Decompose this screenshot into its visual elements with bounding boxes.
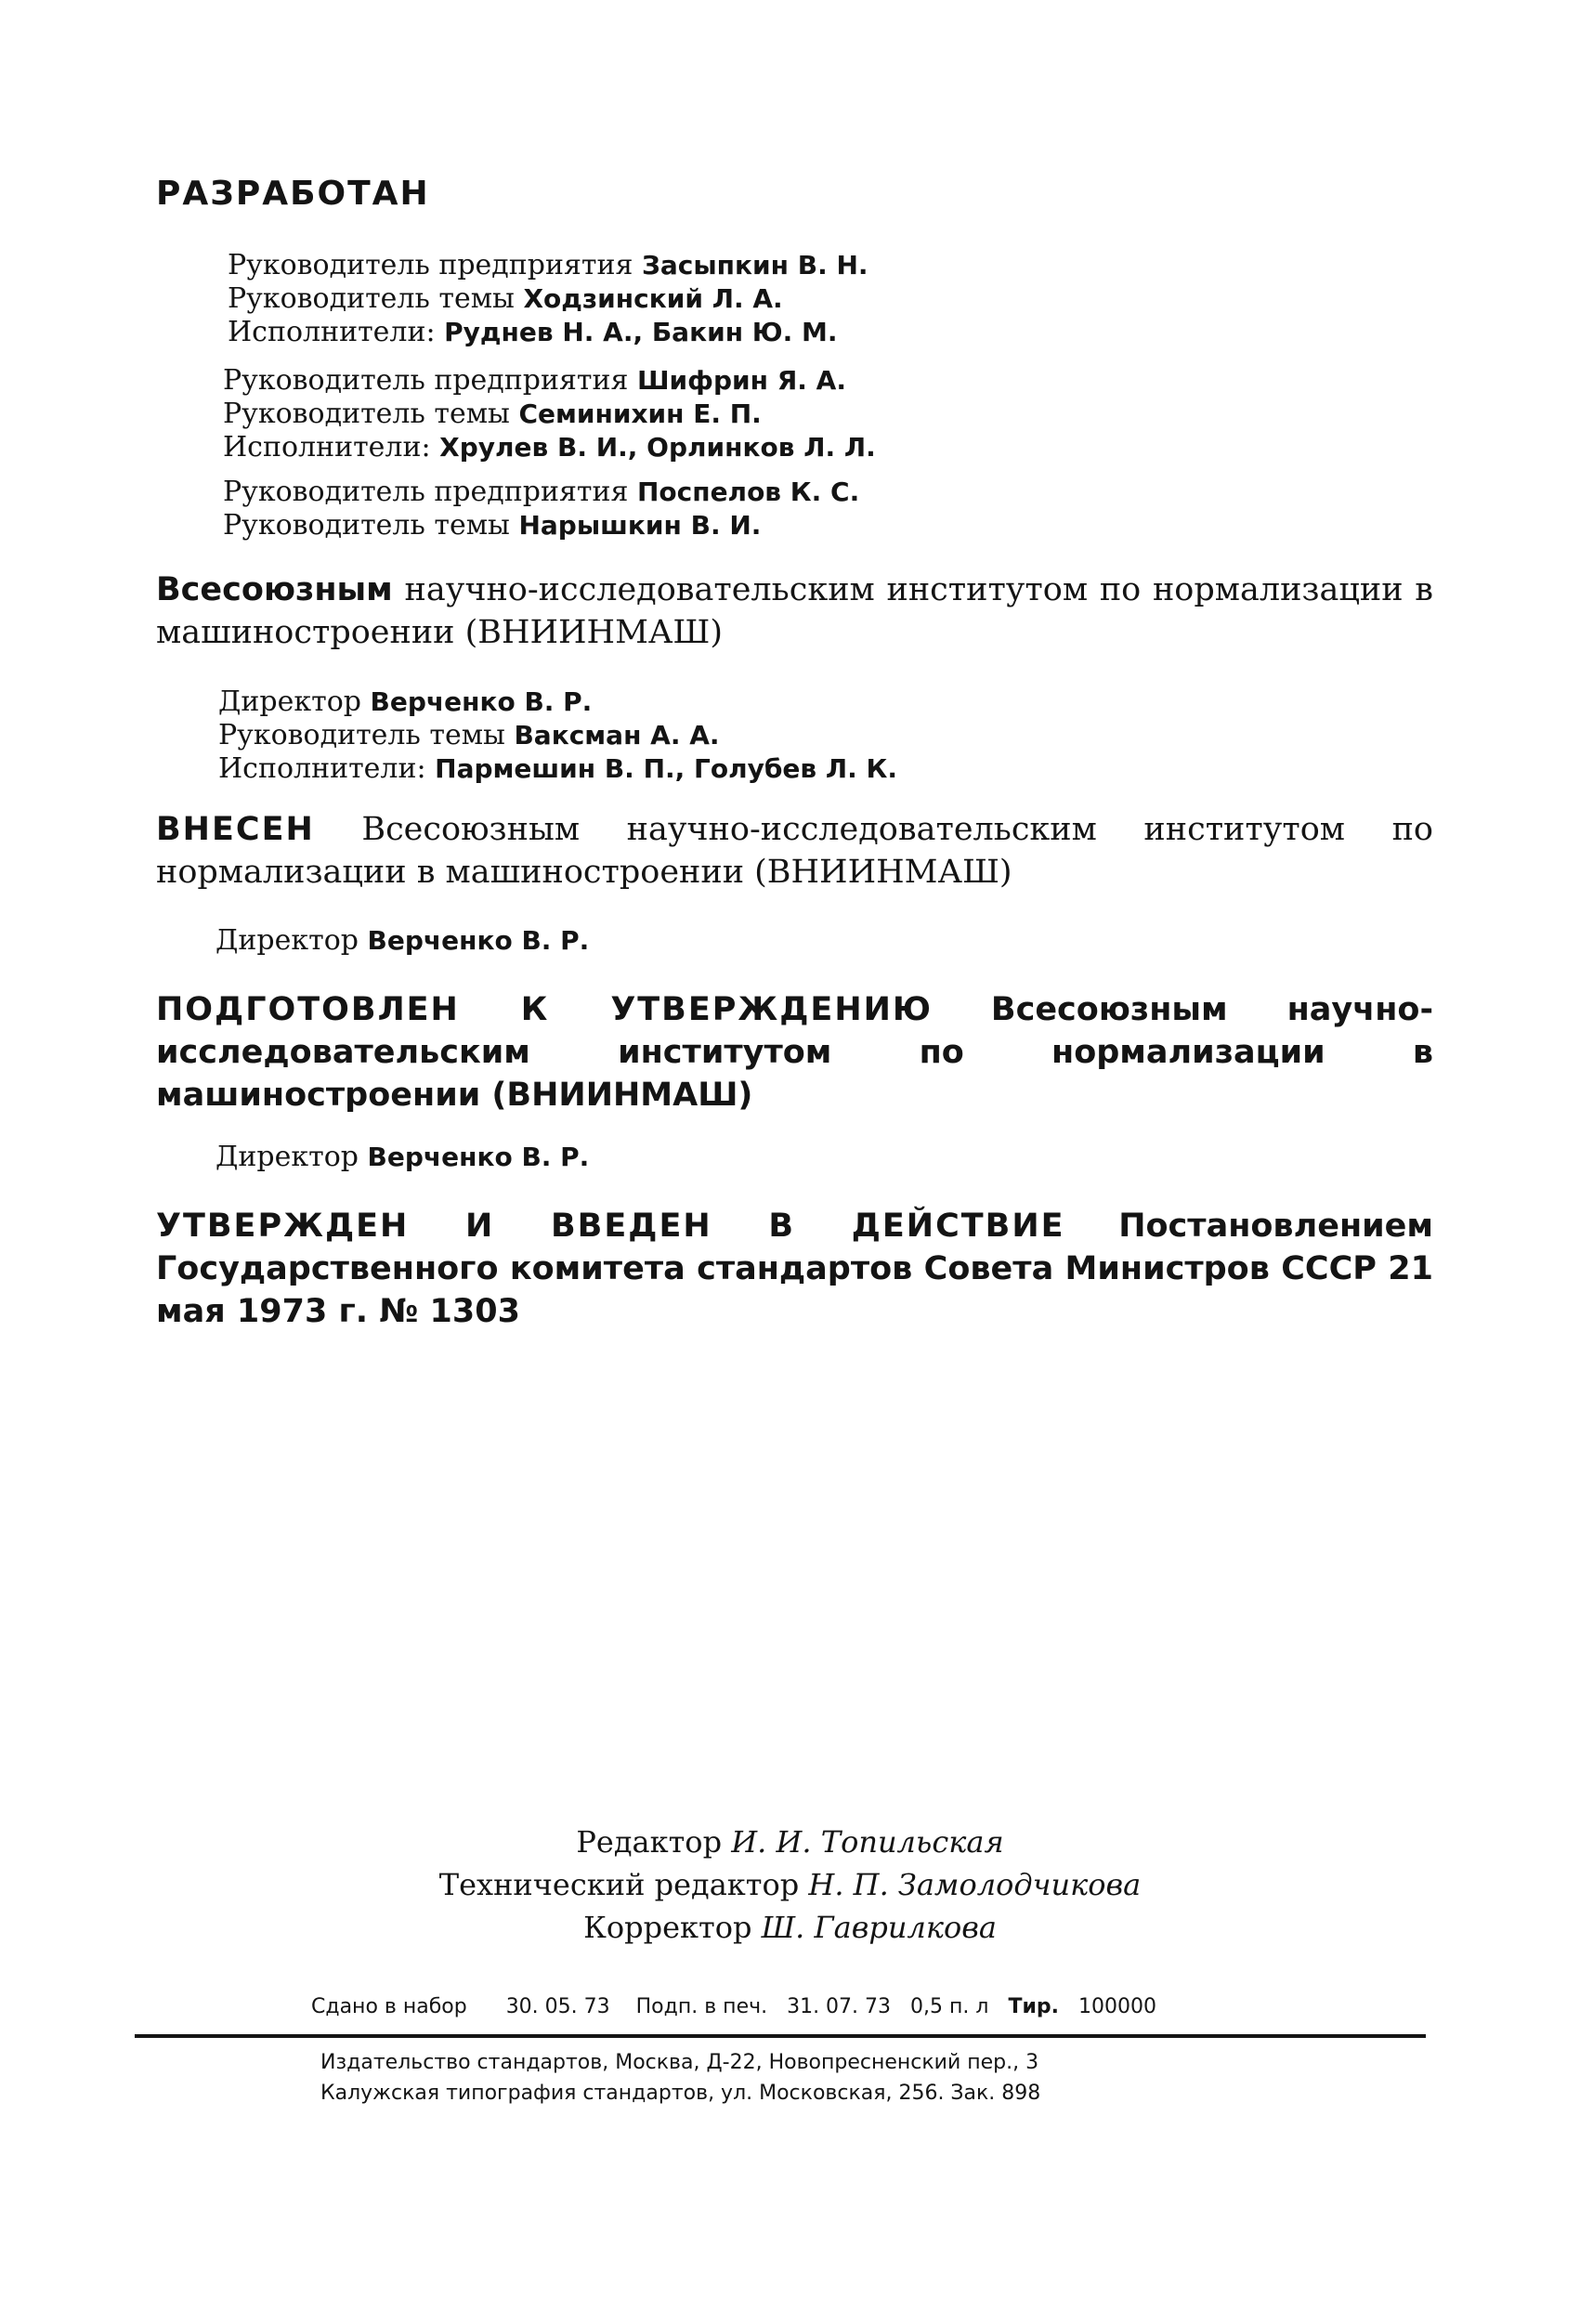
institute-text: научно-исследовательским институтом по нормализации в машиностроении (ВНИИНМАШ) bbox=[156, 571, 1433, 651]
credit-line bbox=[223, 431, 876, 464]
institute-paragraph bbox=[156, 568, 1433, 654]
credit-line bbox=[228, 316, 868, 349]
imprint-publisher: Издательство стандартов, Москва, Д-22, Новопресненский пер., 3 bbox=[320, 2051, 1039, 2074]
developed-group-2 bbox=[223, 364, 876, 464]
credit-line bbox=[228, 282, 868, 316]
introduced-text: Всесоюзным научно-исследовательским институтом по нормализации в машиностроении (ВНИИНМАШ) bbox=[156, 811, 1433, 891]
prepared-heading: ПОДГОТОВЛЕН К УТВЕРЖДЕНИЮ bbox=[156, 991, 934, 1028]
person-name: Верченко В. Р. bbox=[367, 925, 590, 956]
developed-group-3 bbox=[223, 476, 859, 542]
imprint-divider bbox=[135, 2034, 1426, 2038]
role-label: Корректор bbox=[583, 1910, 752, 1945]
role-label: Исполнители: bbox=[223, 431, 431, 463]
sheets-count: 0,5 п. л bbox=[910, 1995, 989, 2018]
role-label: Исполнители: bbox=[218, 752, 426, 785]
role-label: Руководитель темы bbox=[223, 509, 510, 542]
print-run: 100000 bbox=[1077, 1995, 1156, 2018]
tech-editor-credit bbox=[0, 1863, 1580, 1906]
introduced-heading: ВНЕСЕН bbox=[156, 811, 315, 848]
approved-paragraph bbox=[156, 1205, 1433, 1333]
role-label: Руководитель темы bbox=[223, 398, 510, 430]
role-label: Исполнители: bbox=[228, 316, 436, 348]
person-name: Семинихин Е. П. bbox=[518, 398, 762, 429]
credit-line bbox=[228, 249, 868, 282]
print-run-label: Тир. bbox=[1008, 1995, 1059, 2018]
person-name: Руднев Н. А., Бакин Ю. М. bbox=[444, 317, 838, 347]
role-label: Директор bbox=[215, 924, 359, 957]
person-name: Шифрин Я. А. bbox=[636, 365, 846, 396]
person-name: Засыпкин В. Н. bbox=[641, 250, 868, 281]
introduced-director bbox=[215, 924, 589, 958]
prepared-text: Всесоюзным научно-исследовательским институтом по нормализации в машиностроении (ВНИИНМАШ) bbox=[156, 991, 1433, 1114]
credit-line bbox=[218, 719, 897, 752]
sent-label: Сдано в набор bbox=[311, 1995, 467, 2018]
developed-group-1 bbox=[228, 249, 868, 349]
person-name: Верченко В. Р. bbox=[367, 1142, 590, 1172]
credit-line bbox=[218, 685, 897, 719]
person-name: Пармешин В. П., Голубев Л. К. bbox=[435, 753, 898, 784]
editorial-credits bbox=[0, 1821, 1580, 1949]
credit-line bbox=[223, 476, 859, 509]
editor-credit bbox=[0, 1821, 1580, 1863]
role-label: Руководитель предприятия bbox=[223, 476, 629, 508]
person-name: Поспелов К. С. bbox=[636, 477, 860, 507]
credit-line bbox=[223, 509, 859, 542]
person-name: Ваксман А. А. bbox=[514, 720, 720, 751]
person-name: Хрулев В. И., Орлинков Л. Л. bbox=[439, 432, 876, 463]
role-label: Руководитель предприятия bbox=[228, 249, 633, 281]
credit-line bbox=[218, 752, 897, 786]
institute-lead: Всесоюзным bbox=[156, 571, 393, 608]
role-label: Руководитель темы bbox=[218, 719, 505, 751]
sent-date: 30. 05. 73 bbox=[505, 1995, 610, 2018]
imprint-dates bbox=[311, 1995, 1156, 2018]
person-name: Нарышкин В. И. bbox=[518, 510, 762, 541]
introduced-paragraph bbox=[156, 808, 1433, 894]
signed-date: 31. 07. 73 bbox=[787, 1995, 892, 2018]
person-name: Верченко В. Р. bbox=[370, 686, 593, 717]
person-name: Ходзинский Л. А. bbox=[523, 283, 783, 314]
approved-heading: УТВЕРЖДЕН И ВВЕДЕН В ДЕЙСТВИЕ bbox=[156, 1208, 1065, 1245]
person-name: Ш. Гаврилкова bbox=[761, 1910, 997, 1945]
person-name: Н. П. Замолодчикова bbox=[808, 1867, 1142, 1902]
role-label: Руководитель предприятия bbox=[223, 364, 629, 397]
prepared-paragraph bbox=[156, 988, 1433, 1116]
developed-group-4 bbox=[218, 685, 897, 786]
role-label: Директор bbox=[215, 1141, 359, 1173]
person-name: И. И. Топильская bbox=[731, 1824, 1004, 1860]
approved-text: Постановлением Государственного комитета стандартов Совета Министров СССР 21 мая 1973 г. № 1303 bbox=[156, 1208, 1433, 1330]
prepared-director bbox=[215, 1141, 589, 1174]
role-label: Директор bbox=[218, 685, 361, 718]
imprint-printer: Калужская типография стандартов, ул. Московская, 256. Зак. 898 bbox=[320, 2082, 1041, 2105]
signed-label: Подп. в печ. bbox=[635, 1995, 768, 2018]
role-label: Руководитель темы bbox=[228, 282, 515, 315]
credit-line bbox=[223, 398, 876, 431]
credit-line bbox=[223, 364, 876, 398]
proofreader-credit bbox=[0, 1906, 1580, 1949]
role-label: Технический редактор bbox=[438, 1867, 800, 1902]
developed-heading: РАЗРАБОТАН bbox=[156, 175, 430, 213]
role-label: Редактор bbox=[576, 1824, 723, 1860]
